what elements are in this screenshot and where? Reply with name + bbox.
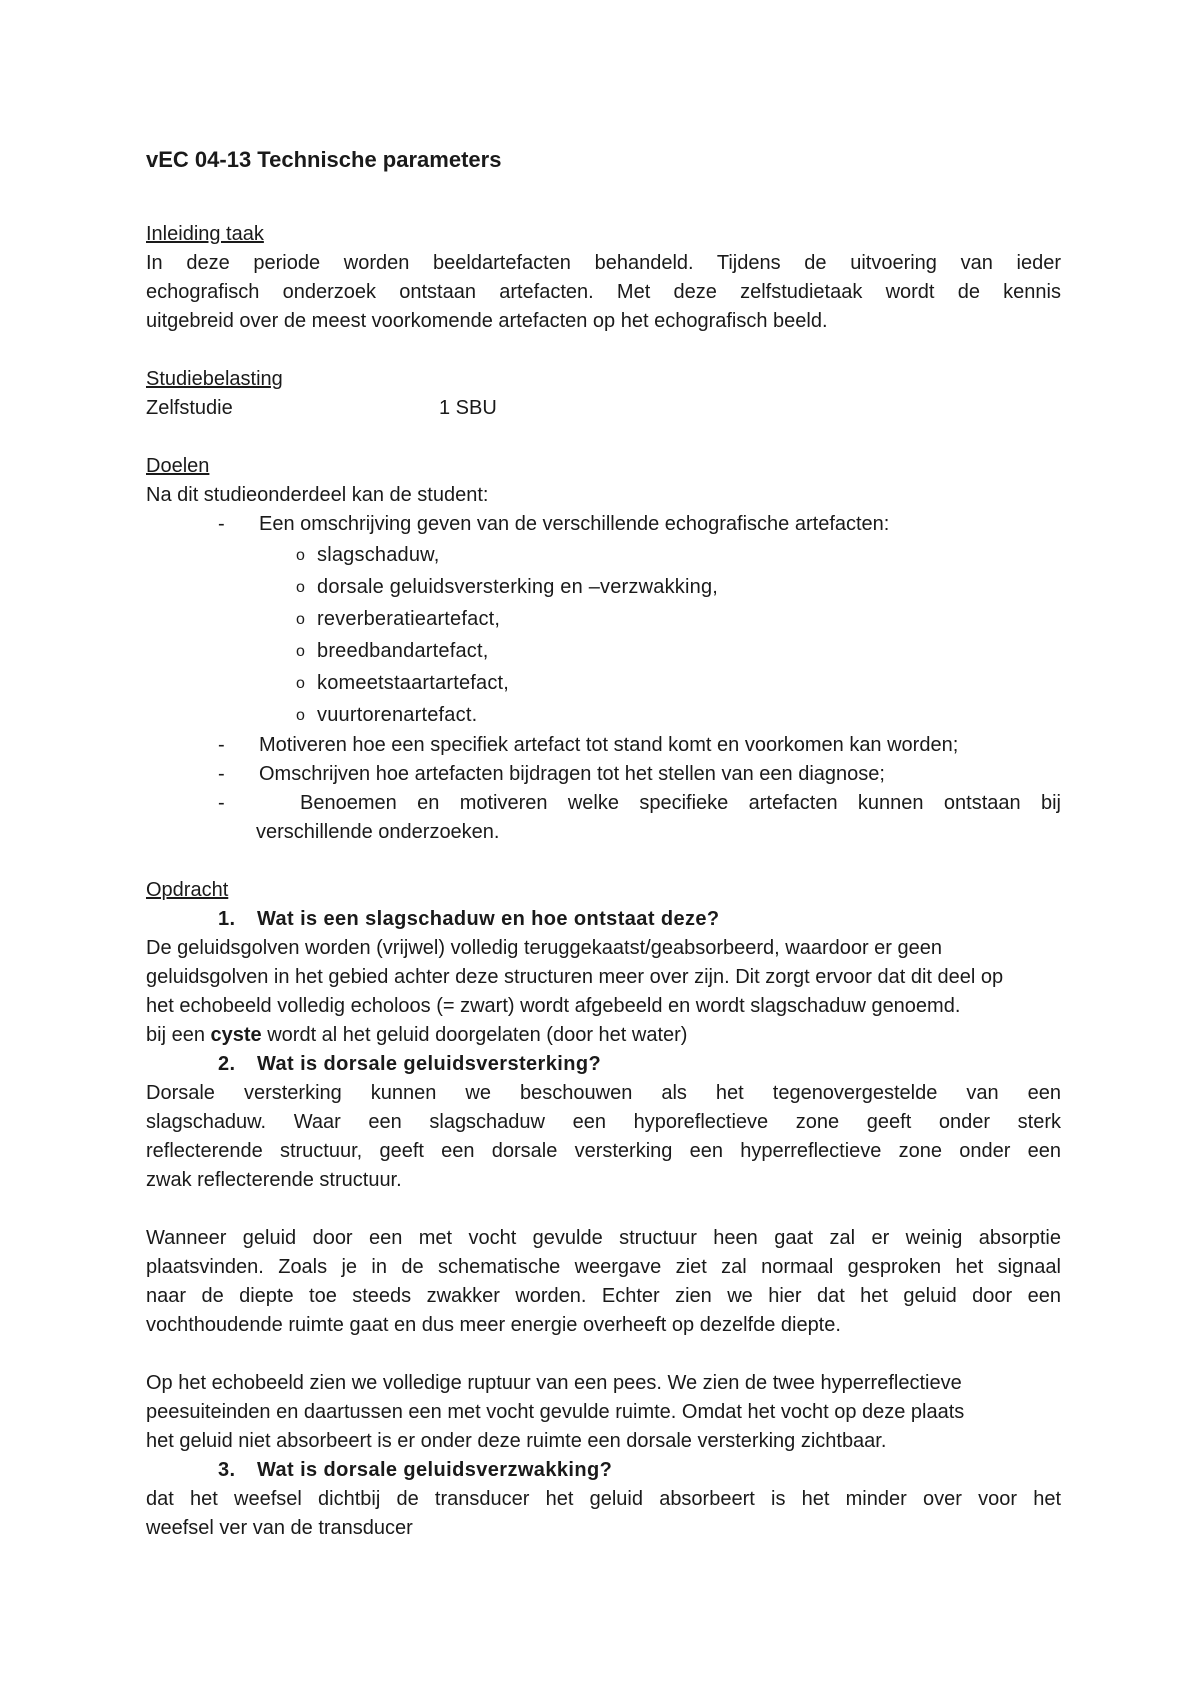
goal-item: - Een omschrijving geven van de verschillende echografische artefacten: [146,510,1061,539]
answer-line: plaatsvinden. Zoals je in de schematische weergave ziet zal normaal gesproken het signaal [146,1256,1061,1278]
circle-bullet-icon: o [296,643,306,660]
circle-bullet-icon: o [296,675,306,692]
goals-intro: Na dit studieonderdeel kan de student: [146,484,489,506]
answer-line: naar de diepte toe steeds zwakker worden. Echter zien we hier dat het geluid door een [146,1285,1061,1307]
answer-line: Wanneer geluid door een met vocht gevulde structuur heen gaat zal er weinig absorptie [146,1227,1061,1249]
answer-line: dat het weefsel dichtbij de transducer het geluid absorbeert is het minder over voor het [146,1488,1061,1510]
goal-item: - Benoemen en motiveren welke specifieke artefacten kunnen ontstaan bij verschillende onderzoeken. [146,789,1061,847]
document-title: vEC 04-13 Technische parameters [146,147,502,172]
answer-line: bij een cyste wordt al het geluid doorgelaten (door het water) [146,1024,688,1046]
answer-line: De geluidsgolven worden (vrijwel) volledig teruggekaatst/geabsorbeerd, waardoor er geen [146,937,943,959]
dash-marker: - [218,763,225,785]
intro-line: echografisch onderzoek ontstaan artefacten. Met deze zelfstudietaak wordt de kennis [146,281,1061,303]
question-1: 1. Wat is een slagschaduw en hoe ontstaat deze? [218,908,720,930]
goal-subitem: o slagschaduw, [146,539,1061,571]
dash-marker: - [218,792,225,814]
goal-subitem: o vuurtorenartefact. [146,699,1061,731]
goal-subitem: o dorsale geluidsversterking en –verzwakking, [146,571,1061,603]
answer-line: peesuiteinden en daartussen een met vocht gevulde ruimte. Omdat het vocht op deze plaats [146,1401,965,1423]
answer-line: het geluid niet absorbeert is er onder deze ruimte een dorsale versterking zichtbaar. [146,1430,887,1452]
answer-line: zwak reflecterende structuur. [146,1169,402,1191]
intro-line: uitgebreid over de meest voorkomende artefacten op het echografisch beeld. [146,310,828,332]
load-row [146,394,1061,423]
answer-line: vochthoudende ruimte gaat en dus meer energie overheeft op dezelfde diepte. [146,1314,841,1336]
answer-line: weefsel ver van de transducer [146,1517,413,1539]
dash-marker: - [218,513,225,535]
answer-line: slagschaduw. Waar een slagschaduw een hyporeflectieve zone geeft onder sterk [146,1111,1061,1133]
answer-line: het echobeeld volledig echoloos (= zwart) wordt afgebeeld en wordt slagschaduw genoemd. [146,995,961,1017]
answer-line: Op het echobeeld zien we volledige ruptuur van een pees. We zien de twee hyperreflectieve [146,1372,962,1394]
circle-bullet-icon: o [296,611,306,628]
goal-item: - Omschrijven hoe artefacten bijdragen tot het stellen van een diagnose; [146,760,1061,789]
intro-heading: Inleiding taak [146,223,264,245]
goal-subitem: o komeetstaartartefact, [146,667,1061,699]
goal-subitem: o breedbandartefact, [146,635,1061,667]
answer-line: geluidsgolven in het gebied achter deze structuren meer over zijn. Dit zorgt ervoor dat dit deel op [146,966,1004,988]
load-value: 1 SBU [439,397,497,419]
circle-bullet-icon: o [296,707,306,724]
assignment-heading: Opdracht [146,879,229,901]
question-2: 2. Wat is dorsale geluidsversterking? [218,1053,602,1075]
question-3: 3. Wat is dorsale geluidsverzwakking? [218,1459,613,1481]
goal-subitem: o reverberatieartefact, [146,603,1061,635]
load-label: Zelfstudie [146,397,233,419]
goal-item: - Motiveren hoe een specifiek artefact tot stand komt en voorkomen kan worden; [146,731,1061,760]
document-content [146,140,1061,1543]
answer-line: reflecterende structuur, geeft een dorsale versterking een hyperreflectieve zone onder een [146,1140,1061,1162]
load-heading: Studiebelasting [146,368,283,390]
dash-marker: - [218,734,225,756]
intro-line: In deze periode worden beeldartefacten behandeld. Tijdens de uitvoering van ieder [146,252,1061,274]
answer-line: Dorsale versterking kunnen we beschouwen als het tegenovergestelde van een [146,1082,1061,1104]
goals-heading: Doelen [146,455,210,477]
circle-bullet-icon: o [296,579,306,596]
circle-bullet-icon: o [296,547,306,564]
